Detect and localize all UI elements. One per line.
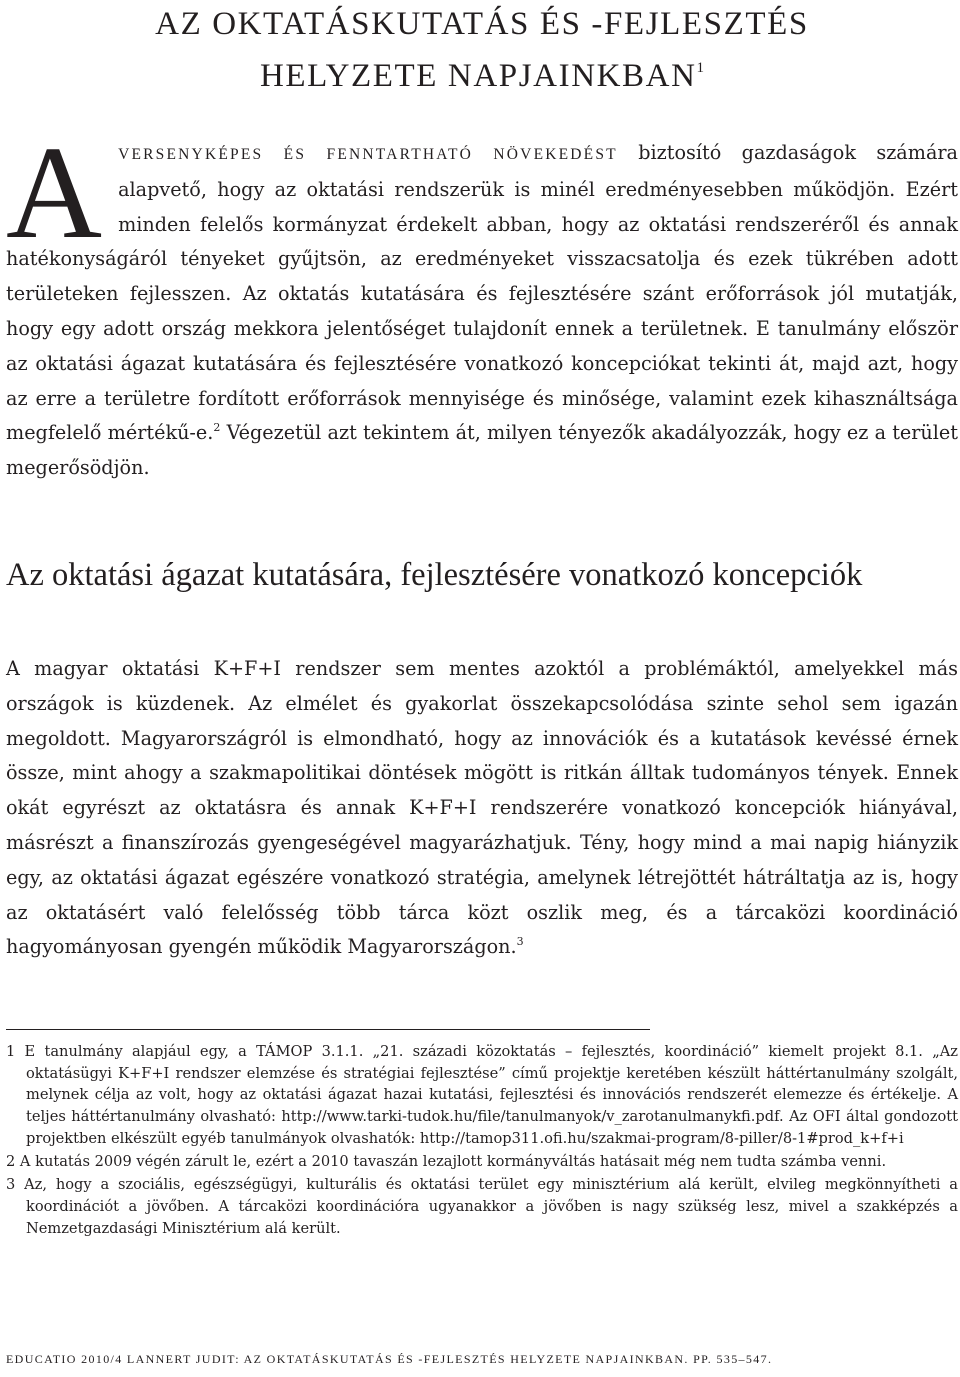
intro-text-2: Végezetül azt tekintem át, milyen tényezők akadályozzák, hogy ez a terület megerősödjön. bbox=[6, 421, 958, 480]
title-line-1: AZ OKTATÁSKUTATÁS ÉS -FEJLESZTÉS bbox=[155, 6, 809, 42]
title-line-2-text: HELYZETE NAPJAINKBAN bbox=[259, 58, 697, 94]
title-footnote-mark[interactable]: 1 bbox=[696, 60, 705, 76]
footnote-item: 2 A kutatás 2009 végén zárult le, ezért a 2010 tavaszán lezajlott kormányváltás hatásait még nem tudta számba venni. bbox=[6, 1153, 887, 1171]
intro-text-1: biztosító gazdaságok számára alapvető, hogy az oktatási rendszerük is minél eredményesebben működjön. Ezért minden felelős kormányzat érdekelt abban, hogy az oktatási rendszeréről és annak hatékonyságáról tényeket gyűjtsön, az eredményeket visszacsatolja és ezek tükrében adott területeken fejlesszen. Az oktatás kutatására és fejlesztésére szánt erőforrások jól mutatják, hogy egy adott ország mekkora jelentőséget tulajdonít ennek a területnek. E tanulmány először az oktatási ágazat kutatására és fejlesztésére vonatkozó koncepciókat tekinti át, majd azt, hogy az erre a területre fordított erőforrások mennyisége és minősége, valamint ezek kihasználtsága megfelelő mértékű-e. bbox=[6, 141, 958, 445]
article-title bbox=[6, 2, 958, 98]
intro-paragraph bbox=[6, 118, 958, 486]
section-text: A magyar oktatási K+F+I rendszer sem mentes azoktól a problémáktól, amelyekkel más országok is küzdenek. Az elmélet és gyakorlat összekapcsolódása szinte sehol sem igazán megoldott. Magyarországról is elmondható, hogy az innovációk és a kutatások kevéssé érnek össze, mint ahogy a szakmapolitikai döntések mögött is ritkán álltak tudományos tények. Ennek okát egyrészt az oktatásra és annak K+F+I rendszerére vonatkozó koncepciók hiányával, másrészt a finanszírozás gyengeségével magyarázhatjuk. Tény, hogy mind a mai napig hiányzik egy, az oktatási ágazat egészére vonatkozó stratégia, amelynek létrejöttét hátráltatja az is, hogy az oktatásért való felelősség több tárca közt oszlik meg, és a tárcaközi koordináció hagyományosan gyengén működik Magyarországon. bbox=[6, 657, 958, 959]
section-paragraph bbox=[6, 652, 958, 965]
section-footnote-mark[interactable]: 3 bbox=[516, 935, 524, 949]
page-footer: EDUCATIO 2010/4 LANNERT JUDIT: AZ OKTATÁSKUTATÁS ÉS -FEJLESZTÉS HELYZETE NAPJAINKBAN. PP. 535–547. bbox=[6, 1352, 773, 1366]
intro-footnote-mark[interactable]: 2 bbox=[213, 421, 221, 435]
footnote-item: 1 E tanulmány alapjául egy, a TÁMOP 3.1.1. „21. századi közoktatás – fejlesztés, koordináció” kiemelt projekt 8.1. „Az oktatásügyi K+F+I rendszer elemzése és stratégiai fejlesztése” című projektje keretében készült háttértanulmány szolgált, melynek célja az volt, hogy az oktatási ágazat hazai kutatási, fejlesztési és innovációs rendszerét elemezze és értékelje. A teljes háttértanulmány olvasható: http://www.tarki-tudok.hu/file/tanulmanyok/v_zarotanulmanykfi.pdf. Az OFI által gondozott projektben elkészült egyéb tanulmányok olvashatók: http://tamop311.ofi.hu/szakmai-program/8-piller/8-1#prod_k+f+i bbox=[6, 1043, 958, 1147]
intro-smallcaps: VERSENYKÉPES ÉS FENNTARTHATÓ NÖVEKEDÉST bbox=[118, 146, 618, 163]
footnote-item: 3 Az, hogy a szociális, egészségügyi, kulturális és oktatási terület egy minisztérium alá került, elvileg megkönnyítheti a koordinációt a jövőben. A tárcaközi koordinációra ugyanakkor a jövőben is nagy szükség lesz, mivel a szakképzés a Nemzetgazdasági Minisztérium alá került. bbox=[6, 1176, 958, 1237]
section-heading: Az oktatási ágazat kutatására, fejlesztésére vonatkozó koncepciók bbox=[6, 557, 863, 593]
drop-cap: A bbox=[6, 118, 103, 266]
document-page bbox=[6, 0, 958, 1377]
footnote-list bbox=[6, 1041, 958, 1241]
title-line-2 bbox=[6, 46, 958, 98]
footnote-divider bbox=[6, 1029, 650, 1030]
